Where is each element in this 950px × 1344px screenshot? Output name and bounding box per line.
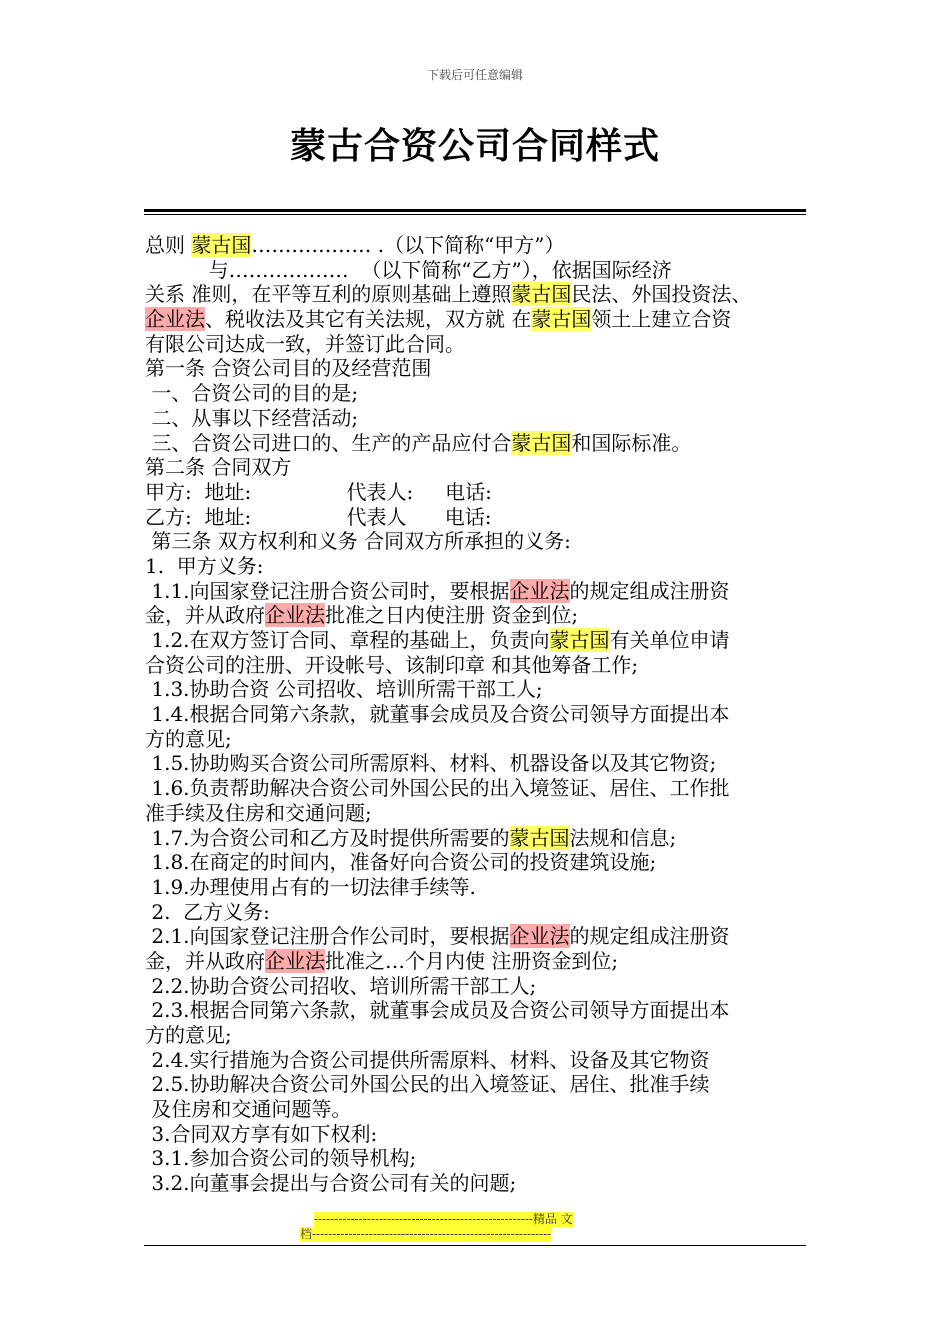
highlight-term: 蒙古国 bbox=[549, 628, 610, 652]
footer-line-1: ------------------------------------------------------精品 文 bbox=[314, 1212, 573, 1226]
text-segment: 1.6.负责帮助解决合资公司外国公民的出入境签证、居住、工作批 bbox=[145, 776, 730, 801]
text-segment: 与……………… （以下简称“乙方”），依据国际经济 bbox=[145, 257, 672, 282]
text-segment: 2.1.向国家登记注册合作公司时，要根据 bbox=[145, 924, 510, 949]
bottom-divider bbox=[144, 1245, 806, 1246]
header-note: 下载后可任意编辑 bbox=[426, 68, 523, 82]
text-line bbox=[145, 1122, 815, 1147]
text-segment: 方的意见; bbox=[145, 1023, 232, 1047]
text-line bbox=[145, 751, 815, 776]
text-segment: 甲方: 地址: 代表人: 电话: bbox=[145, 479, 492, 504]
contract-body bbox=[145, 233, 815, 1196]
text-segment: 及住房和交通问题等。 bbox=[145, 1097, 352, 1122]
highlight-term: 企业法 bbox=[265, 603, 325, 628]
text-segment: 3.1.参加合资公司的领导机构; bbox=[145, 1146, 417, 1171]
text-line bbox=[145, 307, 815, 332]
text-segment: 总则 bbox=[145, 233, 192, 257]
text-line bbox=[145, 826, 815, 851]
text-segment: 有关单位申请 bbox=[609, 628, 730, 652]
text-line bbox=[145, 406, 815, 431]
text-line bbox=[145, 505, 815, 530]
text-segment: 第一条 合资公司目的及经营范围 bbox=[145, 356, 432, 381]
text-segment: 法规和信息; bbox=[569, 825, 677, 850]
text-segment: 和国际标准。 bbox=[571, 430, 692, 455]
text-segment: 3.合同双方享有如下权利: bbox=[145, 1121, 378, 1146]
text-line bbox=[145, 702, 815, 727]
text-segment: 1.9.办理使用占有的一切法律手续等. bbox=[145, 874, 476, 899]
text-segment: 2.3.根据合同第六条款，就董事会成员及合资公司领导方面提出本 bbox=[145, 998, 730, 1023]
text-line bbox=[145, 727, 815, 752]
text-segment: 2. 乙方义务: bbox=[145, 899, 270, 924]
highlight-term: 企业法 bbox=[509, 578, 570, 603]
text-segment: 1.7.为合资公司和乙方及时提供所需要的 bbox=[145, 825, 510, 850]
text-segment: 金，并从政府 bbox=[145, 603, 265, 628]
text-line bbox=[145, 974, 815, 999]
text-segment: 合资公司的注册、开设帐号、该制印章 和其他筹备工作; bbox=[145, 652, 639, 677]
footer-line-2: 档----------------------------------------------------------- bbox=[300, 1227, 552, 1241]
text-line bbox=[145, 628, 815, 653]
text-segment: 第三条 双方权利和义务 合同双方所承担的义务: bbox=[145, 529, 571, 554]
text-segment: 领土上建立合资 bbox=[591, 307, 732, 332]
text-segment: 的规定组成注册资 bbox=[569, 578, 730, 603]
text-line bbox=[145, 603, 815, 628]
text-line bbox=[145, 1146, 815, 1171]
text-line bbox=[145, 480, 815, 505]
text-line bbox=[145, 1023, 815, 1048]
text-line bbox=[145, 258, 815, 283]
text-segment: 有限公司达成一致，并签订此合同。 bbox=[145, 331, 465, 356]
text-segment: 民法、外国投资法、 bbox=[571, 282, 752, 307]
text-segment: 1.5.协助购买合资公司所需原料、材料、机器设备以及其它物资; bbox=[145, 751, 717, 776]
text-segment: 1.1.向国家登记注册合资公司时，要根据 bbox=[145, 578, 510, 603]
text-segment: 3.2.向董事会提出与合资公司有关的问题; bbox=[145, 1171, 517, 1196]
text-line bbox=[145, 1097, 815, 1122]
text-segment: 、税收法及其它有关法规，双方就 在 bbox=[205, 307, 532, 332]
text-segment: 批准之…个月内使 注册资金到位; bbox=[325, 948, 619, 973]
highlight-term: 企业法 bbox=[509, 924, 570, 949]
text-segment: 准手续及住房和交通问题; bbox=[145, 800, 372, 825]
text-segment: 批准之日内使注册 资金到位; bbox=[325, 603, 579, 628]
text-line bbox=[145, 949, 815, 974]
text-line bbox=[145, 998, 815, 1023]
text-segment: 2.5.协助解决合资公司外国公民的出入境签证、居住、批准手续 bbox=[145, 1072, 710, 1097]
text-line bbox=[145, 1072, 815, 1097]
text-segment: 第二条 合同双方 bbox=[145, 455, 292, 480]
highlight-term: 蒙古国 bbox=[509, 825, 570, 850]
text-line bbox=[145, 332, 815, 357]
text-line bbox=[145, 924, 815, 949]
text-line bbox=[145, 381, 815, 406]
highlight-term: 蒙古国 bbox=[531, 307, 592, 332]
text-line bbox=[145, 356, 815, 381]
title-divider-thick bbox=[144, 209, 806, 212]
highlight-term: 蒙古国 bbox=[511, 282, 572, 307]
text-line bbox=[145, 801, 815, 826]
document-title: 蒙古合资公司合同样式 bbox=[289, 126, 660, 167]
text-segment: 金，并从政府 bbox=[145, 948, 265, 973]
text-segment: 一、合资公司的目的是; bbox=[145, 381, 359, 406]
highlight-term: 企业法 bbox=[145, 307, 205, 332]
text-segment: ……………… .（以下简称“甲方”） bbox=[251, 233, 565, 257]
text-segment: 1.2.在双方签订合同、章程的基础上，负责向 bbox=[145, 628, 550, 652]
text-line bbox=[145, 579, 815, 604]
text-line bbox=[145, 233, 815, 258]
text-segment: 三、合资公司进口的、生产的产品应付合 bbox=[145, 430, 512, 455]
text-line bbox=[145, 850, 815, 875]
text-segment: 1.4.根据合同第六条款，就董事会成员及合资公司领导方面提出本 bbox=[145, 702, 730, 727]
text-line bbox=[145, 677, 815, 702]
text-segment: 2.2.协助合资公司招收、培训所需干部工人; bbox=[145, 973, 537, 998]
title-divider-thin bbox=[144, 214, 806, 215]
text-line bbox=[145, 282, 815, 307]
text-line bbox=[145, 776, 815, 801]
highlight-term: 蒙古国 bbox=[511, 430, 572, 455]
text-line bbox=[145, 1171, 815, 1196]
footer-watermark bbox=[300, 1212, 650, 1242]
text-segment: 2.4.实行措施为合资公司提供所需原料、材料、设备及其它物资 bbox=[145, 1047, 710, 1072]
text-line bbox=[145, 431, 815, 456]
highlight-term: 蒙古国 bbox=[191, 233, 252, 257]
text-line bbox=[145, 1048, 815, 1073]
text-segment: 1.8.在商定的时间内，准备好向合资公司的投资建筑设施; bbox=[145, 850, 657, 875]
text-line bbox=[145, 875, 815, 900]
text-line bbox=[145, 554, 815, 579]
text-line bbox=[145, 455, 815, 480]
text-segment: 的规定组成注册资 bbox=[569, 924, 730, 949]
text-segment: 乙方: 地址: 代表人 电话: bbox=[145, 504, 492, 529]
text-line bbox=[145, 529, 815, 554]
highlight-term: 企业法 bbox=[265, 948, 325, 973]
text-segment: 方的意见; bbox=[145, 726, 232, 751]
text-segment: 关系 准则，在平等互利的原则基础上遵照 bbox=[145, 282, 512, 307]
text-segment: 二、从事以下经营活动; bbox=[145, 405, 359, 430]
text-segment: 1. 甲方义务: bbox=[145, 553, 264, 578]
text-line bbox=[145, 900, 815, 925]
text-line bbox=[145, 653, 815, 678]
text-segment: 1.3.协助合资 公司招收、培训所需干部工人; bbox=[145, 677, 543, 702]
